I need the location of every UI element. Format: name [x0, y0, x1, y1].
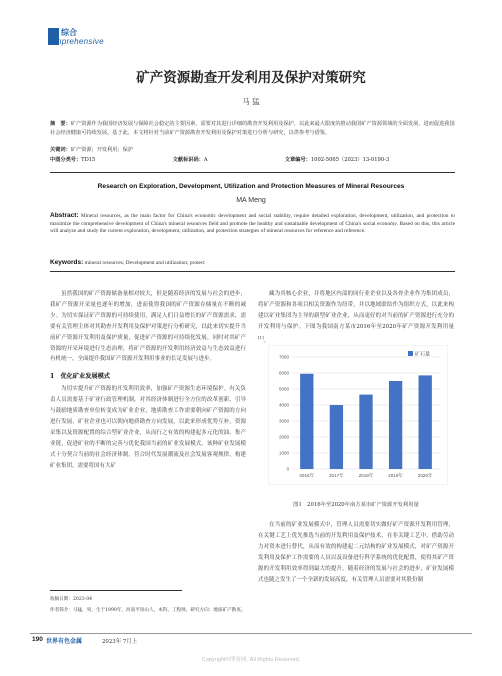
section-heading: 1 优化矿业发展模式 [50, 373, 110, 381]
body-paragraph: 虽然我国的矿产资源储备量相对较大，但是随着经济的发展与社会的进步，我矿产资源开采量也逐年的增加，进而使得我国的矿产资源存储量在不断的减少。为切实保证矿产资源的可持续使用，满足人们日益增长的矿产资源需求，需要有关管理主体对其勘查开发利用及保护对策进行分析研究，以此来切实提升当前矿产资源开发利用及保护质量，促进矿产资源的可持续化发展。同时对其矿产资源的开采环境进行生态治理，将矿产资源的开发利用经济效益与生态效益进行有机统一，全面提升我国矿产资源开发利用事业的长足发展与进步。 [50, 291, 246, 363]
body-paragraph: 在当前的矿业发展模式中，管理人员需要切实做好矿产资源开发利用管理，在关键工艺上优先推选当前的开发利用及保护技术，在非关键工艺中，借助劳动力对资本进行替代，从而有效的构建起二元结构的矿业发展模式，对矿产资源开发利用及保护工作需要的人员以及设备进行科学系统的优化配置，使得其矿产资源的开发利用效率得到最大的提升。随着经济的发展与社会的进步，矿业发展模式也随之发生了一个全新的发展高度，有关管理人员需要对其股份制 [258, 522, 454, 583]
keywords-en-text: mineral resources; Development and utilization; protect [84, 260, 205, 266]
abstract-zh [50, 120, 455, 137]
keywords-en-label: Keywords: [50, 259, 84, 266]
divider [50, 172, 455, 173]
page-number: 190 [32, 636, 43, 643]
bar [419, 375, 432, 469]
doc-code-label: 文献标识码： [172, 157, 204, 163]
issue-info: 2023年 7月上 [102, 639, 138, 645]
body-paragraph: 为切实提升矿产资源的开发利用效率，加强矿产资源生态环境保护。有关负责人员需要基于矿业行政管理机制，对其经济体制进行全方位的改革创新，引导与鼓励地质勘查单位转变成为矿业企业，地质勘查工作需要朝向矿产资源的方向进行发展，矿业企业也可以朝向地质勘查方向发展，以此来形成优势互补，资源采集以及资源配置的综合型矿业企业，从而行之有效的构建起多元化的油、集产业链，促进矿业的不断的完善与优化我国当前的矿业发展模式。该种矿业发展模式十分契合当前的社会经济体制，符合时代发展潮流及社会发展客观规律，构建矿业集团，需要将国有大矿 [50, 386, 246, 469]
article-title: 矿产资源勘查开发利用及保护对策研究 [136, 70, 366, 85]
abstract-en-label: Abstract: [50, 212, 79, 219]
bar [300, 374, 313, 469]
body-column-right-lower [258, 520, 454, 585]
clc-label: 中图分类号： [50, 157, 82, 163]
bar [330, 405, 343, 469]
x-tick-label: 2019年 [388, 473, 404, 478]
y-tick-label: 6000 [278, 370, 289, 376]
doc-code-value: A [203, 157, 208, 163]
x-tick-label: 2020年 [417, 473, 433, 478]
received-date: 收稿日期：2023-04 [50, 597, 93, 602]
abstract-zh-text: 矿产资源作为我国经济发展与保障社会稳定的主要因素，需要对其进行详细的勘查开发利用及保护，以此来最大限度的推动我国矿产资源领域的全面发展，进而促进我国社会经济健康可持续发展。基于此，本文将针对当前矿产资源勘查开发利用及保护对策进行分析与研究，以供参考与借鉴。 [50, 121, 455, 136]
article-title-en: Research on Exploration, Development, Utilization and Protection Measures of Mineral Resources [97, 183, 405, 190]
footnote-divider [50, 590, 182, 591]
article-no-label: 文章编号： [284, 157, 311, 163]
classification-meta [50, 156, 455, 163]
keywords-zh-text: 矿产资源；开发利用；保护 [70, 147, 134, 153]
section-label-en: omprehensive [50, 37, 104, 46]
y-tick-label: 0 [286, 466, 289, 472]
magazine-name: 世界有色金属 [46, 639, 83, 645]
body-paragraph [258, 289, 454, 346]
body-column-left [50, 289, 246, 472]
y-tick-label: 2000 [278, 434, 289, 440]
copyright-notice: Copyright©博看网. All Rights Reserved. [201, 657, 301, 663]
body-text-end: 。 [263, 337, 270, 344]
y-tick-label: 1000 [278, 450, 289, 456]
body-column-right [258, 289, 454, 346]
divider [50, 271, 455, 272]
keywords-zh [50, 146, 133, 153]
footnote [50, 595, 246, 616]
x-tick-label: 2018年 [358, 473, 374, 478]
body-text: 藏为其核心企业，并将地区内部的同行业企业以及各骨企业作为集团成员，将矿产资源和各项目相关资源作为纽带，并以地域联结作为组织方式，以此来构建以矿业集团为主导的新型矿业企业，从而更好的对当前的矿产资源进行充分的开发利用与保护。下图为我国南方某市2016年至2020年矿产资源开发利用量 [258, 291, 454, 330]
y-tick-label: 4000 [278, 402, 289, 408]
section-label: 综合 [61, 28, 77, 37]
legend-label: 矿石量 [415, 351, 431, 358]
abstract-en-text: Mineral resources, as the main factor for China's economic development and social stability, require detailed exploration, development, utilization, and protection to maximize the comprehensive development of China's mineral resources field and promote the healthy and sustainable development of China's social economy. Based on this, this article will analyze and study the current exploration, development, utilization, and protection strategies of mineral resources for reference and reference. [50, 213, 455, 235]
x-tick-label: 2016年 [299, 473, 315, 478]
keywords-en [50, 259, 205, 266]
article-author: 马 猛 [242, 97, 260, 106]
abstract-zh-label: 摘 要： [50, 121, 71, 127]
clc-value: TD15 [81, 157, 96, 163]
citation-ref: [1] [258, 334, 264, 340]
abstract-en [50, 212, 455, 236]
bar [359, 395, 372, 469]
keywords-zh-label: 关键词： [50, 147, 71, 153]
footer-rule [30, 633, 472, 634]
y-tick-label: 5000 [278, 386, 289, 392]
article-no-value: 1002-5065（2023）13-0190-3 [310, 157, 390, 163]
figure-caption: 图1 2016年至2020年南方某市矿产资源开发利用量 [293, 502, 419, 508]
y-tick-label: 7000 [278, 354, 289, 360]
y-tick-label: 3000 [278, 418, 289, 424]
x-tick-label: 2017年 [328, 473, 344, 478]
bar-chart [268, 345, 448, 485]
bar [389, 381, 402, 469]
legend-swatch [408, 351, 413, 356]
article-author-en: MA Meng [236, 197, 266, 204]
author-bio: 作者简介：马猛，男，生于1990年，河南平顶山人，本科，工程师，研究方向：地质矿产勘查。 [50, 607, 246, 613]
